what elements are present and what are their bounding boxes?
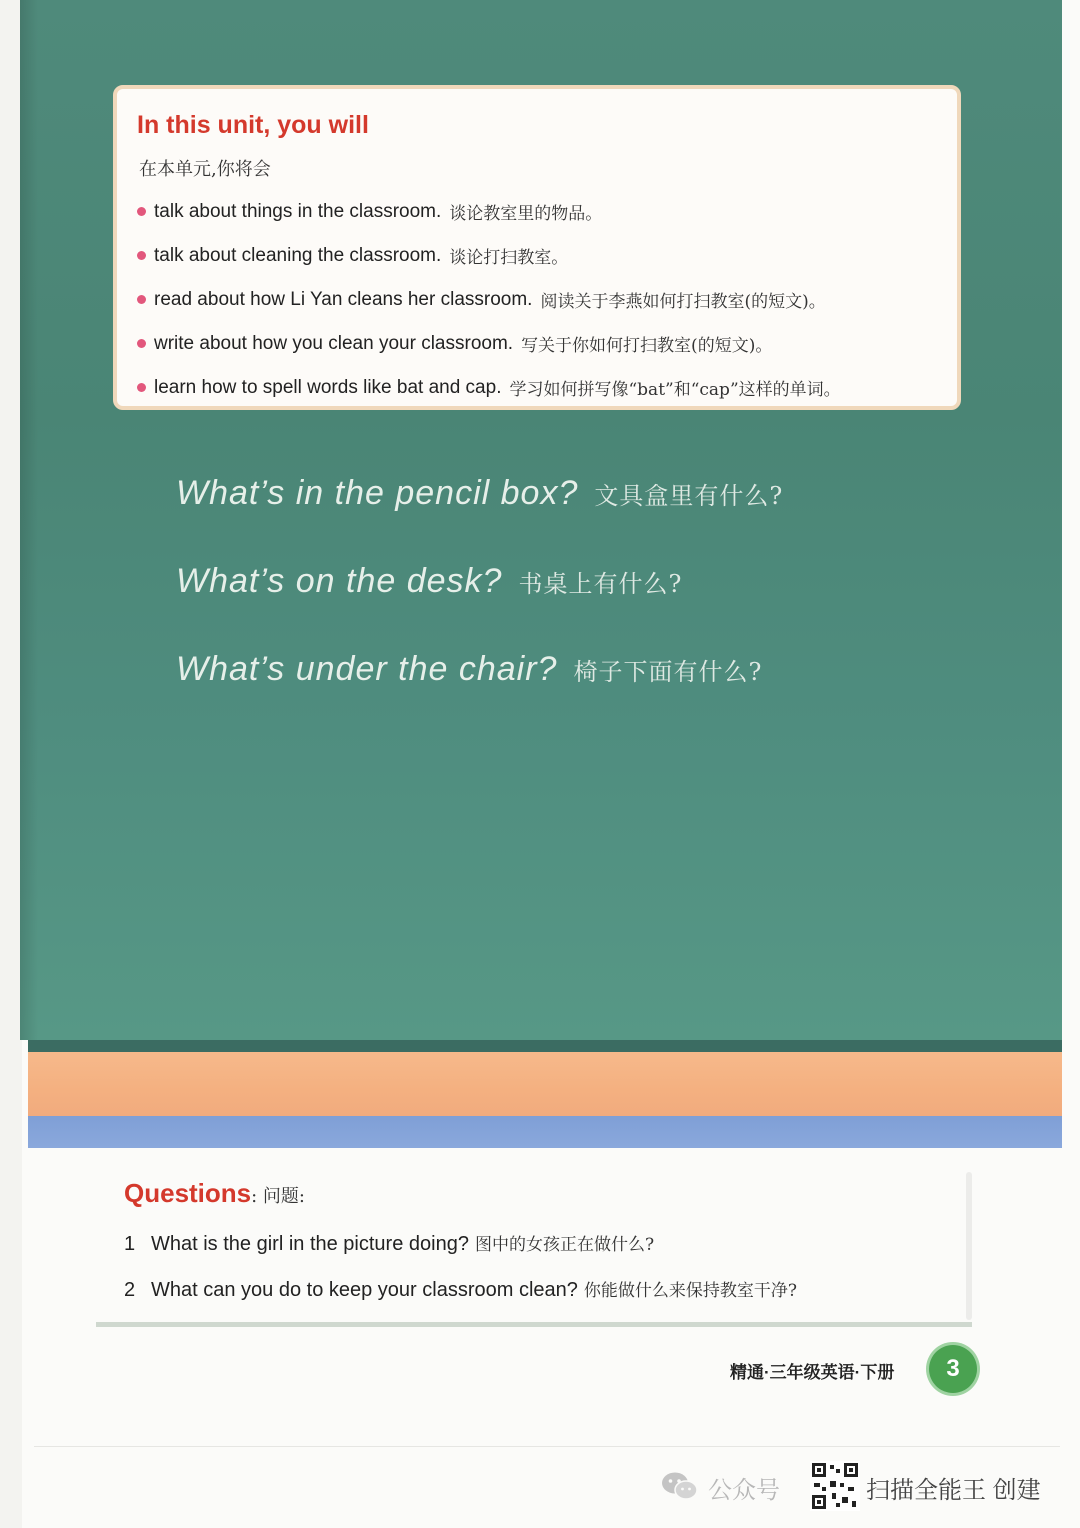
goal-text-en: learn how to spell words like bat and cap. <box>154 376 502 398</box>
goal-text-cn: 阅读关于李燕如何打扫教室(的短文)。 <box>540 292 826 312</box>
question-text-cn: 图中的女孩正在做什么? <box>474 1235 655 1255</box>
bullet-dot-icon <box>137 295 146 304</box>
questions-heading <box>124 1178 305 1209</box>
bullet-dot-icon <box>137 207 146 216</box>
watermark-scanner: 扫描全能王 创建 <box>866 1477 1041 1504</box>
bullet-dot-icon <box>137 339 146 348</box>
decor-stripe-blue <box>28 1116 1062 1148</box>
question-number: 1 <box>124 1233 136 1255</box>
page-number-badge: 3 <box>929 1345 977 1393</box>
goal-text-cn: 写关于你如何打扫教室(的短文)。 <box>521 336 773 356</box>
goal-item <box>137 287 826 312</box>
qr-code-icon <box>810 1461 860 1511</box>
goal-item <box>137 331 772 356</box>
goal-text-en: talk about cleaning the classroom. <box>154 244 442 266</box>
goal-text-cn: 谈论教室里的物品。 <box>449 204 603 224</box>
page-margin <box>0 0 22 1528</box>
questions-box-underline <box>96 1322 972 1327</box>
goal-text-cn: 学习如何拼写像“bat”和“cap”这样的单词。 <box>509 380 841 400</box>
chalk-text-en: What’s on the desk? <box>176 562 503 600</box>
chalkboard-question <box>176 562 682 601</box>
wechat-icon <box>660 1470 700 1502</box>
goal-item <box>137 243 568 268</box>
question-number: 2 <box>124 1279 136 1301</box>
chalkboard-question <box>176 474 783 513</box>
decor-stripe-orange <box>28 1052 1062 1116</box>
questions-title-cn: : 问题: <box>251 1186 305 1207</box>
unit-goals-card <box>113 85 961 410</box>
watermark-account: 公众号 <box>708 1477 780 1504</box>
chalk-text-en: What’s under the chair? <box>176 650 558 688</box>
question-item <box>124 1276 797 1302</box>
question-text-cn: 你能做什么来保持教室干净? <box>583 1281 798 1301</box>
chalk-text-cn: 椅子下面有什么? <box>573 658 763 686</box>
goal-text-cn: 谈论打扫教室。 <box>449 248 569 268</box>
bullet-dot-icon <box>137 251 146 260</box>
bullet-dot-icon <box>137 383 146 392</box>
chalk-text-cn: 文具盒里有什么? <box>594 482 784 510</box>
goals-title: In this unit, you will <box>137 111 369 139</box>
goal-text-en: read about how Li Yan cleans her classroom. <box>154 288 533 310</box>
goal-item <box>137 375 841 400</box>
decor-stripe-dark <box>28 1040 1062 1052</box>
chalk-text-en: What’s in the pencil box? <box>176 474 579 512</box>
question-item <box>124 1230 654 1256</box>
questions-box-edge <box>966 1172 972 1320</box>
chalk-text-cn: 书桌上有什么? <box>518 570 683 598</box>
question-text-en: What can you do to keep your classroom clean? <box>151 1279 578 1301</box>
questions-title: Questions <box>124 1178 252 1208</box>
chalkboard-question <box>176 650 762 689</box>
page-bottom-edge <box>34 1446 1060 1447</box>
goal-text-en: talk about things in the classroom. <box>154 200 442 222</box>
goal-item <box>137 199 602 224</box>
goal-text-en: write about how you clean your classroom. <box>154 332 514 354</box>
goals-subtitle: 在本单元,你将会 <box>139 159 271 180</box>
question-text-en: What is the girl in the picture doing? <box>151 1233 469 1255</box>
book-title: 精通·三年级英语·下册 <box>730 1363 895 1382</box>
